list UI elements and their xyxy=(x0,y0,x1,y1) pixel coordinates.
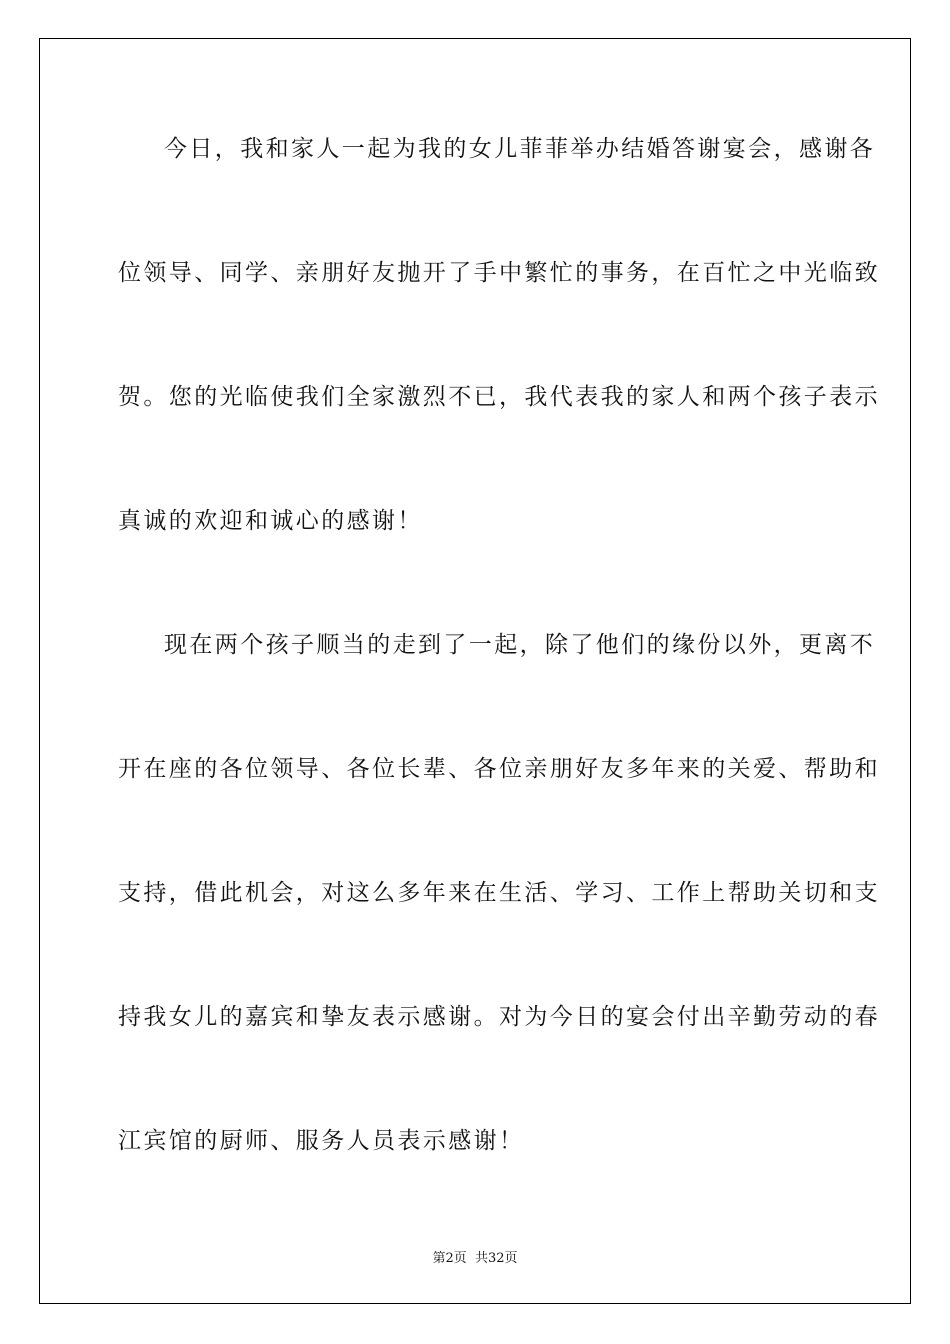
paragraph-1-line-2: 位领导、同学、亲朋好友抛开了手中繁忙的事务，在百忙之中光临致 xyxy=(118,260,880,286)
page-number: 第2页 xyxy=(432,1251,467,1266)
paragraph-1-line-1: 今日，我和家人一起为我的女儿菲菲举办结婚答谢宴会，感谢各 xyxy=(164,136,876,162)
paragraph-2-line-5: 江宾馆的厨师、服务人员表示感谢！ xyxy=(118,1128,525,1154)
paragraph-2-line-4: 持我女儿的嘉宾和挚友表示感谢。对为今日的宴会付出辛勤劳动的春 xyxy=(118,1004,880,1030)
paragraph-1-line-3: 贺。您的光临使我们全家激烈不已，我代表我的家人和两个孩子表示 xyxy=(118,384,880,410)
paragraph-2-line-3: 支持，借此机会，对这么多年来在生活、学习、工作上帮助关切和支 xyxy=(118,880,880,906)
total-pages: 共32页 xyxy=(474,1251,518,1266)
paragraph-2-line-1: 现在两个孩子顺当的走到了一起，除了他们的缘份以外，更离不 xyxy=(164,632,876,658)
paragraph-1-line-4: 真诚的欢迎和诚心的感谢！ xyxy=(118,508,423,534)
page-border xyxy=(39,38,911,1304)
paragraph-2-line-2: 开在座的各位领导、各位长辈、各位亲朋好友多年来的关爱、帮助和 xyxy=(118,756,880,782)
page-footer xyxy=(0,1247,950,1266)
